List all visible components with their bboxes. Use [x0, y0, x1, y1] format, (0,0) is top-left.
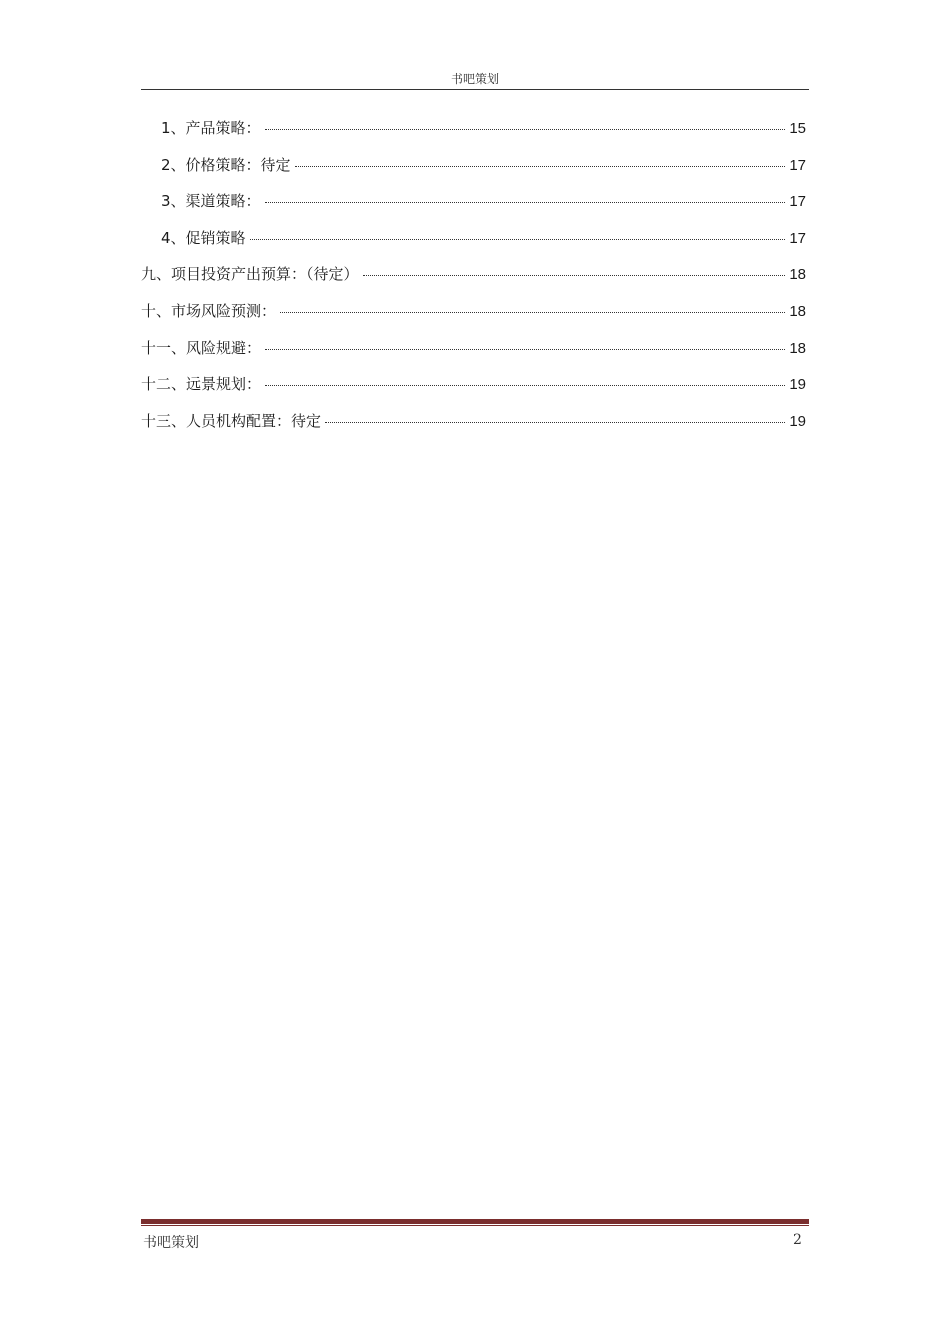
table-of-contents [141, 117, 806, 446]
toc-entry-page: 17 [789, 156, 806, 174]
toc-entry[interactable] [141, 227, 806, 264]
toc-entry-page: 15 [789, 120, 806, 137]
toc-leader-dots [265, 385, 785, 386]
toc-leader-dots [280, 312, 785, 313]
toc-leader-dots [325, 422, 785, 423]
toc-leader-dots [250, 239, 786, 240]
toc-leader-dots [295, 166, 786, 167]
toc-entry-label: 十、市场风险预测： [141, 301, 277, 320]
toc-entry-label: 1、产品策略： [161, 119, 261, 137]
toc-leader-dots [265, 202, 786, 203]
toc-leader-dots [363, 275, 786, 276]
toc-entry-label: 4、促销策略 [161, 228, 246, 247]
footer-title: 书吧策划 [143, 1235, 199, 1251]
toc-entry[interactable] [141, 263, 806, 300]
page-header [141, 70, 809, 90]
page-number: 2 [793, 1232, 802, 1248]
toc-entry-label: 3、渠道策略： [161, 192, 261, 211]
footer-divider-thin [141, 1225, 809, 1226]
toc-entry-page: 17 [789, 229, 806, 247]
toc-entry-label: 十三、人员机构配置：待定 [141, 411, 322, 430]
toc-entry-page: 18 [789, 266, 806, 284]
toc-entry-label: 十一、风险规避： [141, 338, 262, 357]
toc-entry[interactable] [141, 410, 806, 447]
toc-entry[interactable] [141, 117, 806, 154]
footer-divider [141, 1219, 809, 1224]
toc-leader-dots [265, 129, 786, 130]
toc-entry-page: 19 [789, 412, 806, 430]
toc-entry[interactable] [141, 154, 806, 191]
header-title: 书吧策划 [450, 72, 499, 86]
toc-entry[interactable] [141, 337, 806, 374]
toc-entry-label: 十二、远景规划： [141, 375, 262, 394]
toc-entry-page: 18 [789, 302, 806, 320]
toc-entry-page: 17 [789, 193, 806, 211]
toc-entry[interactable] [141, 190, 806, 227]
toc-leader-dots [265, 349, 785, 350]
toc-entry-label: 2、价格策略：待定 [161, 155, 291, 174]
toc-entry-page: 19 [789, 376, 806, 394]
toc-entry[interactable] [141, 373, 806, 410]
toc-entry-page: 18 [789, 339, 806, 357]
toc-entry-label: 九、项目投资产出预算：（待定） [141, 265, 359, 284]
toc-entry[interactable] [141, 300, 806, 337]
